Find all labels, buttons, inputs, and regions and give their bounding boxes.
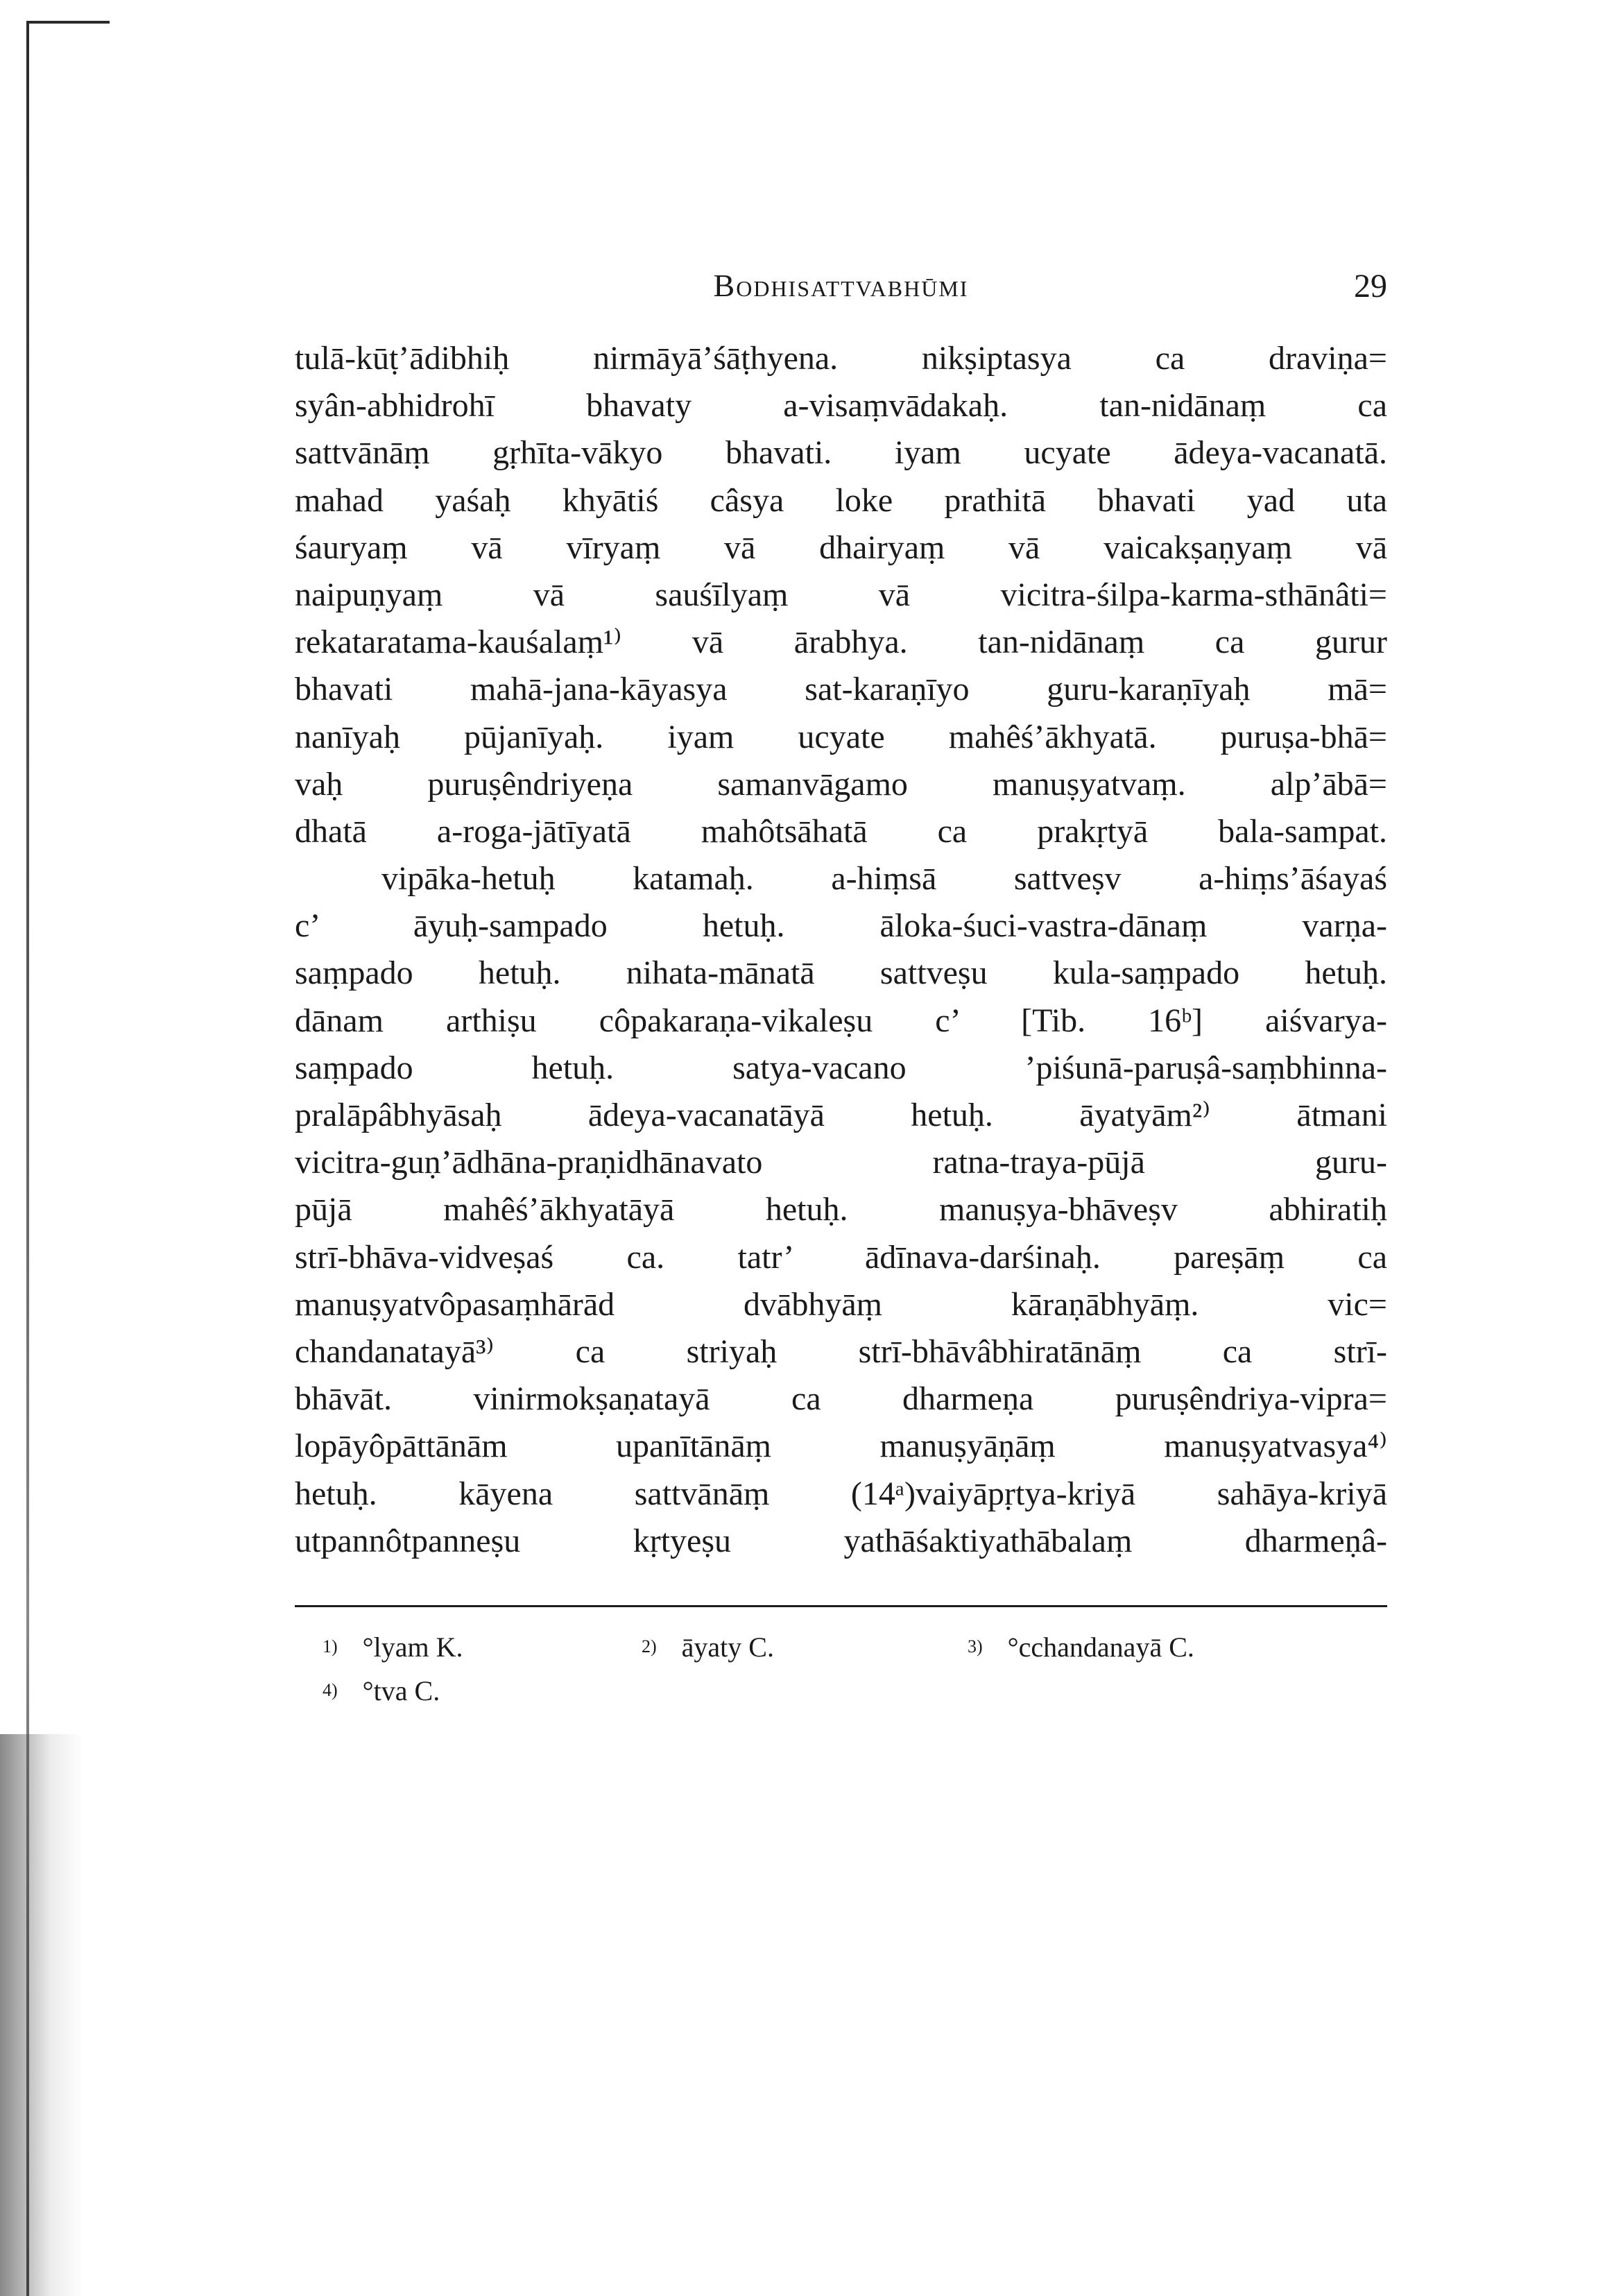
text-line: c’ āyuḥ-sampado hetuḥ. āloka-śuci-vastra-dānaṃ varṇa- [295, 907, 1387, 945]
main-text [295, 335, 1387, 1565]
footnote-2 [642, 1625, 968, 1669]
text-line: naipuṇyaṃ vā sauśīlyaṃ vā vicitra-śilpa-karma-sthānâti= [295, 576, 1387, 613]
footnote-4 [295, 1669, 440, 1713]
footnote-text: °tva C. [362, 1674, 440, 1706]
scan-edge-top [26, 21, 110, 24]
text-line: bhāvāt. vinirmokṣaṇatayā ca dharmeṇa puruṣêndriya-vipra= [295, 1380, 1387, 1418]
running-header [295, 267, 1387, 316]
footnote-text: °cchandanayā C. [1007, 1631, 1194, 1663]
text-line: syân-abhidrohī bhavaty a-visaṃvādakaḥ. tan-nidānaṃ ca [295, 387, 1387, 425]
footnote-marker: 4) [323, 1679, 338, 1700]
text-line: nanīyaḥ pūjanīyaḥ. iyam ucyate mahêś’ākhyatā. puruṣa-bhā= [295, 718, 1387, 755]
footnote-row [295, 1625, 1387, 1669]
text-line: mahad yaśaḥ khyātiś câsya loke prathitā bhavati yad uta [295, 481, 1387, 519]
text-line: sattvānāṃ gṛhīta-vākyo bhavati. iyam ucyate ādeya-vacanatā. [295, 434, 1387, 472]
text-line: chandanatayā³⁾ ca striyaḥ strī-bhāvâbhiratānāṃ ca strī- [295, 1333, 1387, 1370]
text-line: vaḥ puruṣêndriyeṇa samanvāgamo manuṣyatvaṃ. alp’ābā= [295, 765, 1387, 803]
footnote-marker: 1) [323, 1636, 338, 1656]
book-page [295, 267, 1387, 1713]
running-title: Bodhisattvabhūmi [713, 268, 969, 303]
footnote-row [295, 1669, 1387, 1713]
footnotes [295, 1625, 1387, 1713]
text-line: hetuḥ. kāyena sattvānāṃ (14ᵃ)vaiyāpṛtya-kriyā sahāya-kriyā [295, 1475, 1387, 1512]
text-line: bhavati mahā-jana-kāyasya sat-karaṇīyo guru-karaṇīyaḥ mā= [295, 671, 1387, 708]
text-line: vicitra-guṇ’ādhāna-praṇidhānavato ratna-traya-pūjā guru- [295, 1144, 1387, 1181]
text-line: utpannôtpanneṣu kṛtyeṣu yathāśaktiyathābalaṃ dharmeṇâ- [295, 1522, 1387, 1559]
text-line: strī-bhāva-vidveṣaś ca. tatr’ ādīnava-darśinaḥ. pareṣāṃ ca [295, 1238, 1387, 1276]
text-line: saṃpado hetuḥ. satya-vacano ’piśunā-paruṣâ-saṃbhinna- [295, 1049, 1387, 1086]
footnote-text: āyaty C. [681, 1631, 774, 1663]
text-line: rekataratama-kauśalaṃ¹⁾ vā ārabhya. tan-nidānaṃ ca gurur [295, 624, 1387, 661]
scan-binding-shadow [0, 1734, 83, 2296]
text-line: śauryaṃ vā vīryaṃ vā dhairyaṃ vā vaicakṣaṇyaṃ vā [295, 529, 1387, 566]
text-line: tulā-kūṭ’ādibhiḥ nirmāyā’śāṭhyena. nikṣiptasya ca draviṇa= [295, 340, 1387, 377]
footnote-divider [295, 1605, 1387, 1607]
text-line: lopāyôpāttānām upanītānāṃ manuṣyāṇāṃ manuṣyatvasya⁴⁾ [295, 1428, 1387, 1465]
footnote-1 [295, 1625, 642, 1669]
page-number: 29 [1354, 268, 1387, 305]
text-line: dhatā a-roga-jātīyatā mahôtsāhatā ca prakṛtyā bala-sampat. [295, 812, 1387, 850]
paragraph-start-line: vipāka-hetuḥ katamaḥ. a-hiṃsā sattveṣv a-hiṃs’āśayaś [381, 860, 1387, 898]
text-line: pralāpâbhyāsaḥ ādeya-vacanatāyā hetuḥ. āyatyām²⁾ ātmani [295, 1097, 1387, 1133]
footnote-marker: 3) [968, 1636, 983, 1656]
text-line: manuṣyatvôpasaṃhārād dvābhyāṃ kāraṇābhyāṃ. vic= [295, 1285, 1387, 1323]
text-line: dānam arthiṣu côpakaraṇa-vikaleṣu c’ [Tib. 16ᵇ] aiśvarya- [295, 1002, 1387, 1039]
footnote-marker: 2) [642, 1636, 657, 1656]
footnote-3 [968, 1625, 1356, 1669]
text-line: pūjā mahêś’ākhyatāyā hetuḥ. manuṣya-bhāveṣv abhiratiḥ [295, 1191, 1387, 1228]
text-line: saṃpado hetuḥ. nihata-mānatā sattveṣu kula-saṃpado hetuḥ. [295, 954, 1387, 992]
footnote-text: °lyam K. [362, 1631, 463, 1663]
